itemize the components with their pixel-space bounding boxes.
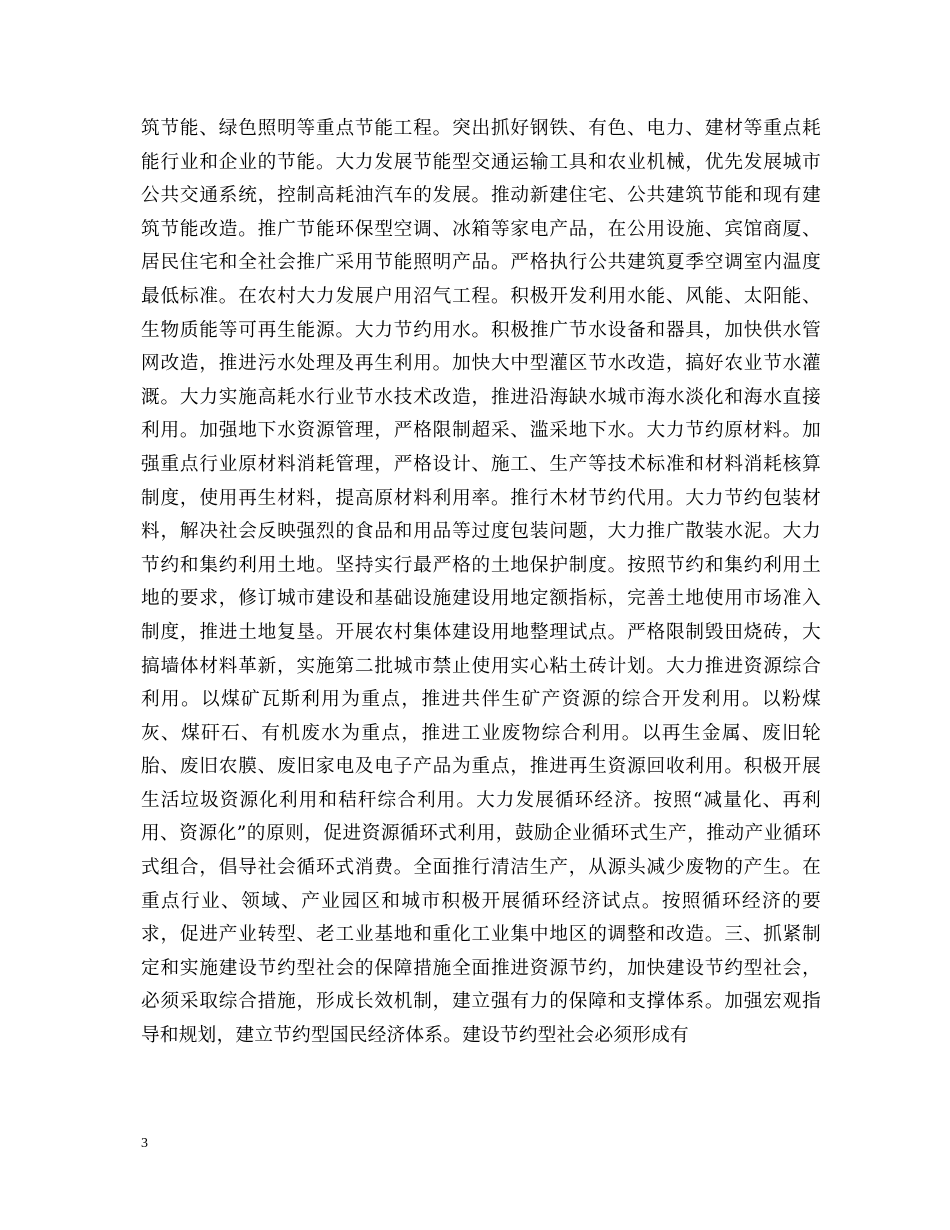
body-paragraph: 筑节能、绿色照明等重点节能工程。突出抓好钢铁、有色、电力、建材等重点耗能行业和企业的节能。大力发展节能型交通运输工具和农业机械，优先发展城市公共交通系统，控制高耗油汽车的发展。推动新建住宅、公共建筑节能和现有建筑节能改造。推广节能环保型空调、冰箱等家电产品，在公用设施、宾馆商厦、居民住宅和全社会推广采用节能照明产品。严格执行公共建筑夏季空调室内温度最低标准。在农村大力发展户用沼气工程。积极开发利用水能、风能、太阳能、生物质能等可再生能源。大力节约用水。积极推广节水设备和器具，加快供水管网改造，推进污水处理及再生利用。加快大中型灌区节水改造，搞好农业节水灌溉。大力实施高耗水行业节水技术改造，推进沿海缺水城市海水淡化和海水直接利用。加强地下水资源管理，严格限制超采、滥采地下水。大力节约原材料。加强重点行业原材料消耗管理，严格设计、施工、生产等技术标准和材料消耗核算制度，使用再生材料，提高原材料利用率。推行木材节约代用。大力节约包装材料，解决社会反映强烈的食品和用品等过度包装问题，大力推广散装水泥。大力节约和集约利用土地。坚持实行最严格的土地保护制度。按照节约和集约利用土地的要求，修订城市建设和基础设施建设用地定额指标，完善土地使用市场准入制度，推进土地复垦。开展农村集体建设用地整理试点。严格限制毁田烧砖，大搞墙体材料革新，实施第二批城市禁止使用实心粘土砖计划。大力推进资源综合利用。以煤矿瓦斯利用为重点，推进共伴生矿产资源的综合开发利用。以粉煤灰、煤矸石、有机废水为重点，推进工业废物综合利用。以再生金属、废旧轮胎、废旧农膜、废旧家电及电子产品为重点，推进再生资源回收利用。积极开展生活垃圾资源化利用和秸秆综合利用。大力发展循环经济。按照“减量化、再利用、资源化”的原则，促进资源循环式利用，鼓励企业循环式生产，推动产业循环式组合，倡导社会循环式消费。全面推行清洁生产，从源头减少废物的产生。在重点行业、领域、产业园区和城市积极开展循环经济试点。按照循环经济的要求，促进产业转型、老工业基地和重化工业集中地区的调整和改造。三、抓紧制定和实施建设节约型社会的保障措施全面推进资源节约，加快建设节约型社会，必须采取综合措施，形成长效机制，建立强有力的保障和支撑体系。加强宏观指导和规划，建立节约型国民经济体系。建设节约型社会必须形成有 [141, 118, 821, 1047]
page-number: 3 [141, 1136, 148, 1151]
